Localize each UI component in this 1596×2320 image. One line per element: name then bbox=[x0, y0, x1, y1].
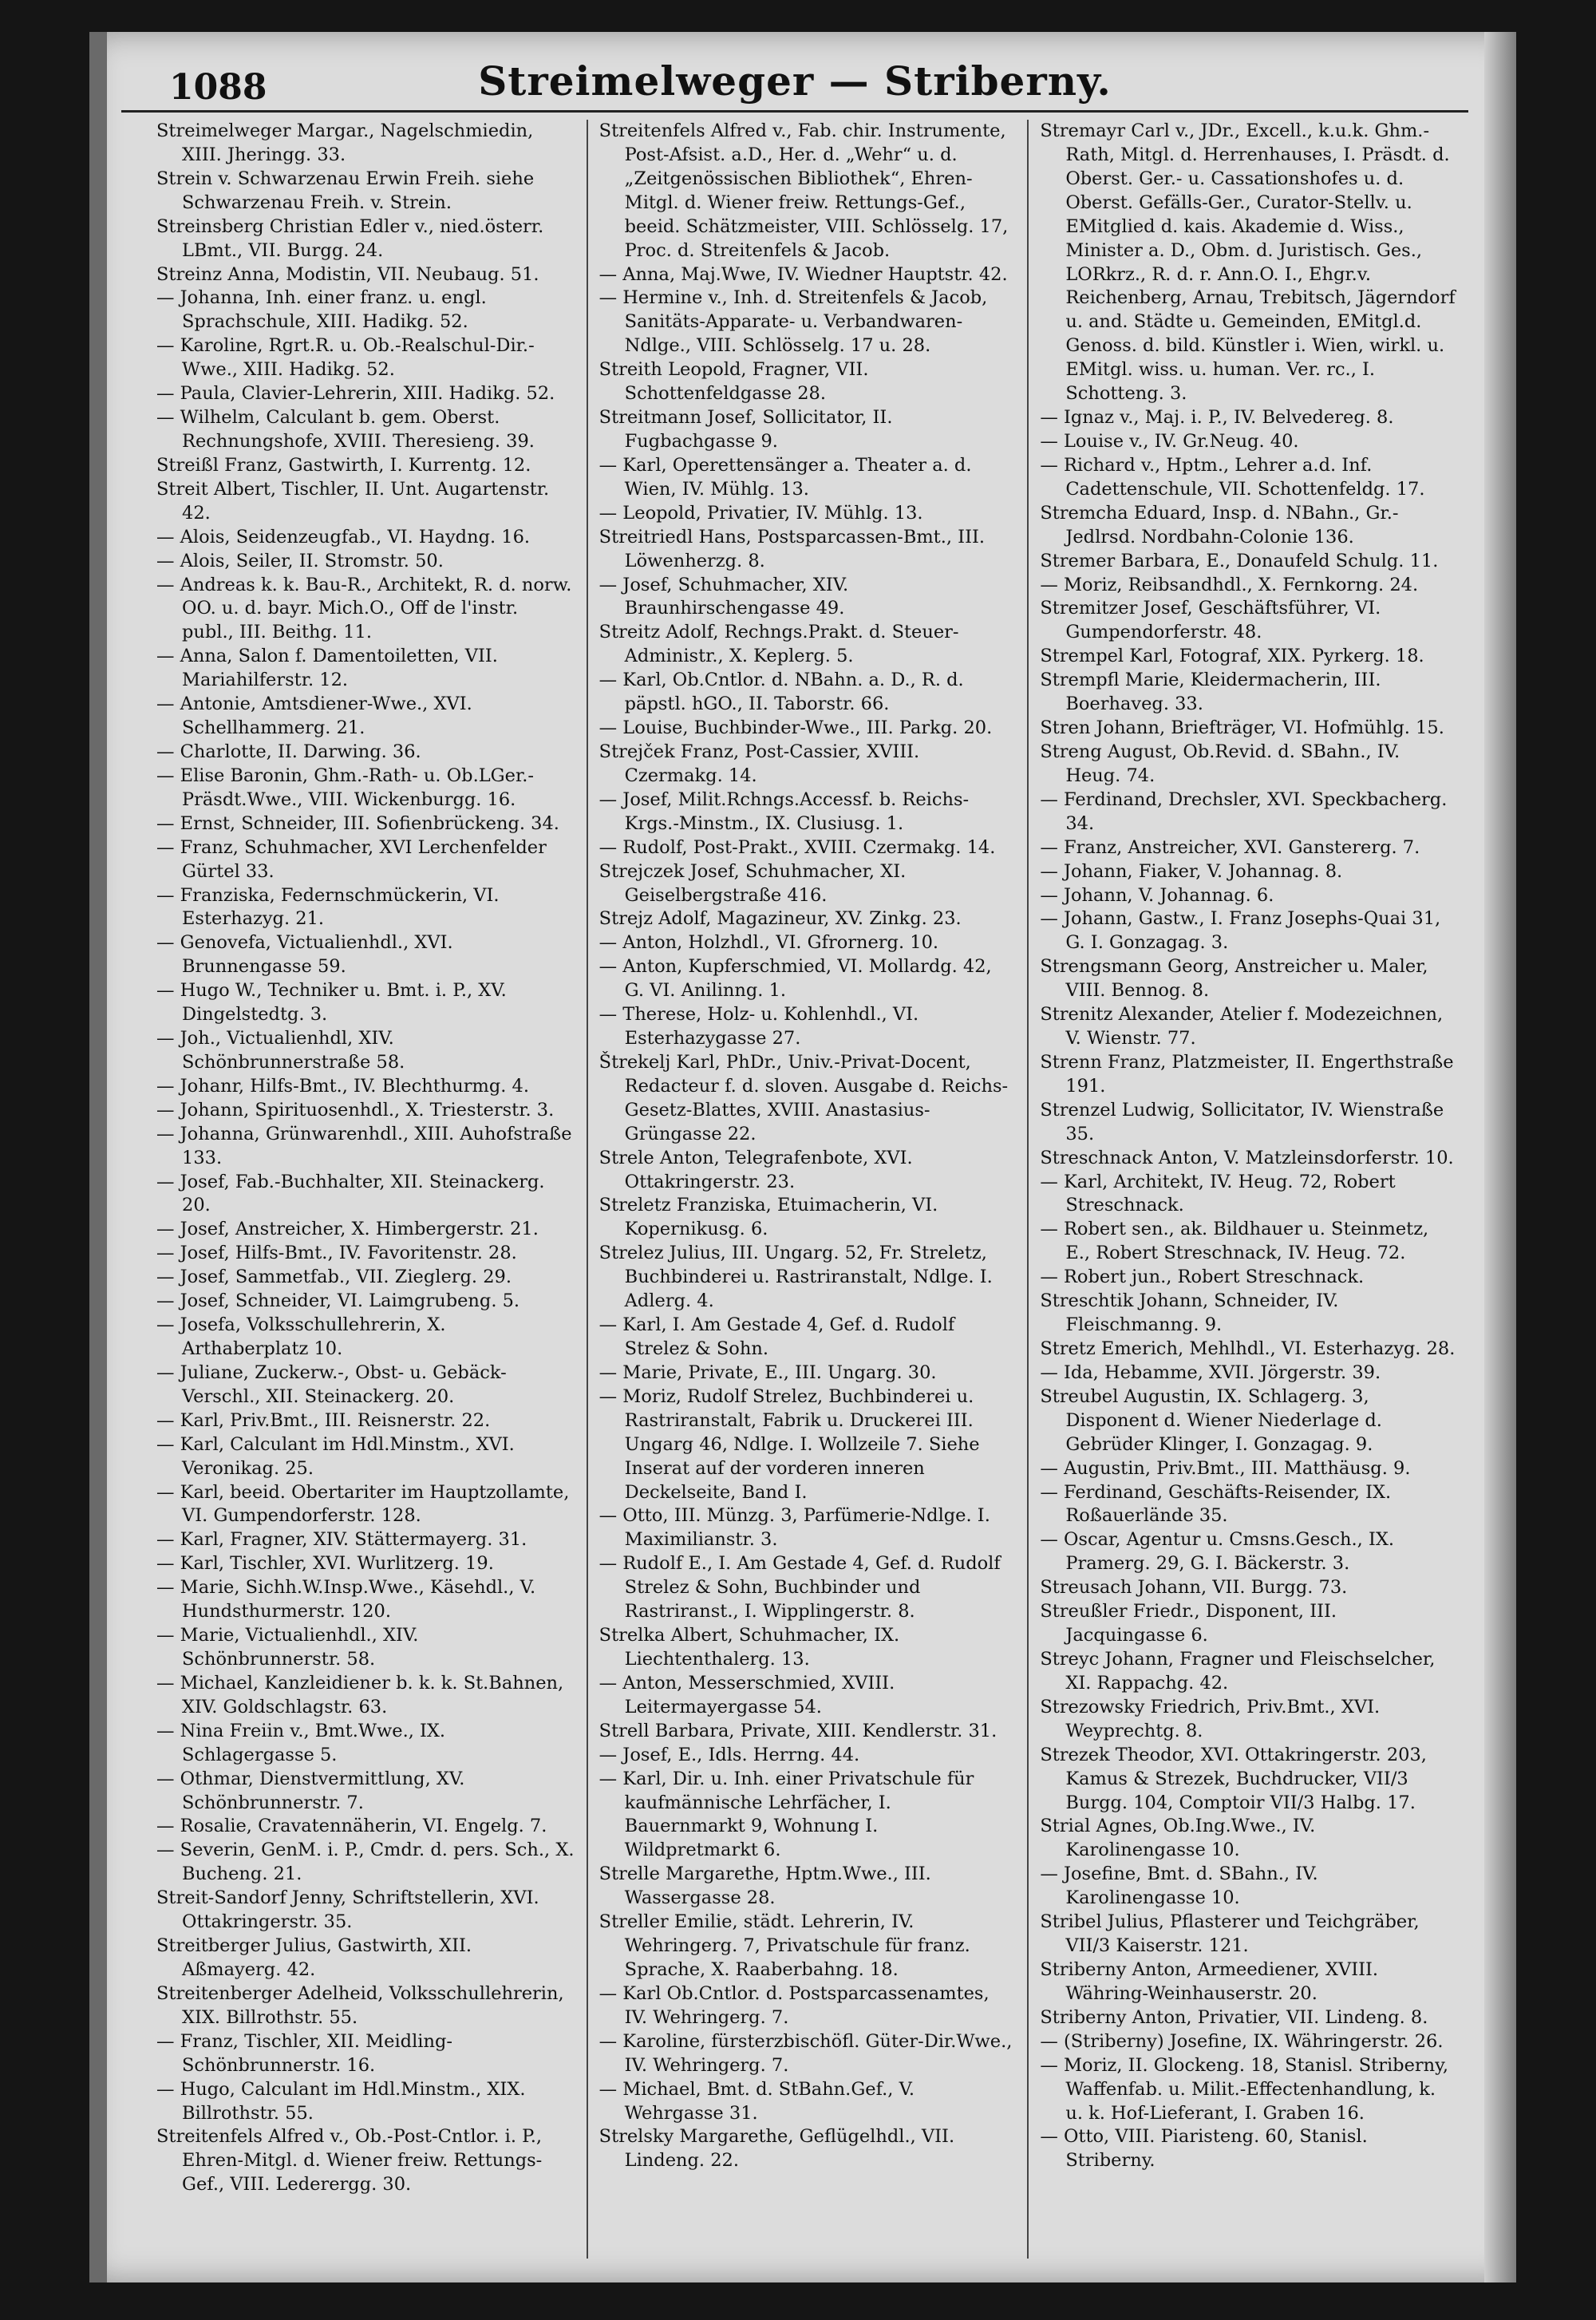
directory-entry: — (Striberny) Josefine, IX. Währingerstr. 26. bbox=[1040, 2030, 1444, 2052]
directory-entry: Streschtik Johann, Schneider, IV. Fleischmanng. 9. bbox=[1040, 1290, 1339, 1336]
directory-entry: Streitenfels Alfred v., Fab. chir. Instrumente, Post-Afsist. a.D., Her. d. „Wehr“ u. d. „Zeitgenössischen Bibliothek“, Ehren-Mitgl. d. Wiener freiw. Rettungs-Gef., beeid. Schätzmeister, VIII. Schlösselg. 17, Proc. d. Streitenfels & Jacob. bbox=[598, 121, 1009, 261]
directory-entry: — Karl, Architekt, IV. Heug. 72, Robert Streschnack. bbox=[1040, 1171, 1396, 1216]
directory-entry: — Johann, V. Johannag. 6. bbox=[1040, 884, 1274, 906]
directory-entry: — Robert sen., ak. Bildhauer u. Steinmetz, E., Robert Streschnack, IV. Heug. 72. bbox=[1040, 1219, 1429, 1264]
directory-entry: — Josef, Schuhmacher, XIV. Braunhirschengasse 49. bbox=[598, 574, 849, 619]
directory-entry: — Alois, Seidenzeugfab., VI. Haydng. 16. bbox=[156, 526, 531, 547]
directory-entry: — Marie, Sichh.W.Insp.Wwe., Käsehdl., V. Hundsthurmerstr. 120. bbox=[156, 1577, 536, 1622]
directory-entry: — Othmar, Dienstvermittlung, XV. Schönbrunnerstr. 7. bbox=[156, 1768, 465, 1813]
directory-entry: — Josefa, Volksschullehrerin, X. Arthaberplatz 10. bbox=[156, 1314, 446, 1360]
column-2 bbox=[587, 120, 1028, 2259]
directory-entry: Strenn Franz, Platzmeister, II. Engerthstraße 191. bbox=[1040, 1051, 1454, 1097]
directory-entry: — Oscar, Agentur u. Cmsns.Gesch., IX. Pramerg. 29, G. I. Bäckerstr. 3. bbox=[1040, 1529, 1394, 1575]
directory-entry: — Ida, Hebamme, XVII. Jörgerstr. 39. bbox=[1040, 1362, 1381, 1383]
directory-entry: Stretz Emerich, Mehlhdl., VI. Esterhazyg. 28. bbox=[1040, 1338, 1456, 1360]
directory-entry: Strejczek Josef, Schuhmacher, XI. Geiselbergstraße 416. bbox=[598, 860, 907, 906]
directory-entry: — Johanr, Hilfs-Bmt., IV. Blechthurmg. 4. bbox=[156, 1075, 529, 1097]
directory-entry: — Anton, Holzhdl., VI. Gfrornerg. 10. bbox=[598, 932, 939, 954]
directory-entry: — Moriz, Rudolf Strelez, Buchbinderei u. Rastriranstalt, Fabrik u. Druckerei III. Ungarg 46, Ndlge. I. Wollzeile 7. Siehe Inserat auf der vorderen inneren Deckelseite, Band I. bbox=[598, 1385, 980, 1503]
directory-entry: — Karoline, Rgrt.R. u. Ob.-Realschul-Dir.-Wwe., XIII. Hadikg. 52. bbox=[156, 335, 535, 381]
directory-entry: Strelsky Margarethe, Geflügelhdl., VII. Lindeng. 22. bbox=[598, 2126, 955, 2172]
directory-entry: Stremitzer Josef, Geschäftsführer, VI. Gumpendorferstr. 48. bbox=[1040, 598, 1381, 643]
page-header bbox=[121, 46, 1468, 113]
directory-entry: — Karl, Operettensänger a. Theater a. d. Wien, IV. Mühlg. 13. bbox=[598, 454, 972, 500]
directory-entry: Streubel Augustin, IX. Schlagerg. 3, Disponent d. Wiener Niederlage d. Gebrüder Klinger, I. Gonzagag. 9. bbox=[1040, 1385, 1382, 1455]
directory-entry: — Hugo, Calculant im Hdl.Minstm., XIX. Billrothstr. 55. bbox=[156, 2078, 526, 2124]
column-3 bbox=[1027, 120, 1468, 2259]
directory-entry: Streller Emilie, städt. Lehrerin, IV. Wehringerg. 7, Privatschule für franz. Sprache, X. Raaberbahng. 18. bbox=[598, 1911, 970, 1980]
directory-entry: — Josef, E., Idls. Herrng. 44. bbox=[598, 1744, 860, 1765]
directory-entry: Stribel Julius, Pflasterer und Teichgräber, VII/3 Kaiserstr. 121. bbox=[1040, 1911, 1420, 1957]
directory-entry: — Genovefa, Victualienhdl., XVI. Brunnengasse 59. bbox=[156, 932, 453, 978]
page-edge bbox=[1484, 32, 1516, 2282]
directory-entry: — Karl, Priv.Bmt., III. Reisnerstr. 22. bbox=[156, 1409, 491, 1431]
directory-entry: — Marie, Private, E., III. Ungarg. 30. bbox=[598, 1362, 937, 1383]
directory-entry: — Josef, Schneider, VI. Laimgrubeng. 5. bbox=[156, 1290, 520, 1312]
directory-entry: — Karl, Tischler, XVI. Wurlitzerg. 19. bbox=[156, 1553, 494, 1575]
directory-entry: — Paula, Clavier-Lehrerin, XIII. Hadikg. 52. bbox=[156, 383, 555, 405]
directory-entry: — Josef, Hilfs-Bmt., IV. Favoritenstr. 28. bbox=[156, 1243, 517, 1264]
directory-entry: Streletz Franziska, Etuimacherin, VI. Kopernikusg. 6. bbox=[598, 1195, 938, 1240]
directory-entry: — Karl, beeid. Obertariter im Hauptzollamte, VI. Gumpendorferstr. 128. bbox=[156, 1481, 570, 1527]
directory-entry: Strial Agnes, Ob.Ing.Wwe., IV. Karolinengasse 10. bbox=[1040, 1816, 1316, 1861]
directory-entry: Štrekelj Karl, PhDr., Univ.-Privat-Docent, Redacteur f. d. sloven. Ausgabe d. Reichs-Gesetz-Blattes, XVIII. Anastasius-Grüngasse 22. bbox=[598, 1051, 1009, 1144]
directory-entry: Streschnack Anton, V. Matzleinsdorferstr. 10. bbox=[1040, 1147, 1454, 1168]
directory-entry: Streitriedl Hans, Postsparcassen-Bmt., III. Löwenherzg. 8. bbox=[598, 526, 985, 571]
directory-entry: — Josefine, Bmt. d. SBahn., IV. Karolinengasse 10. bbox=[1040, 1864, 1318, 1909]
directory-entry: — Johanna, Inh. einer franz. u. engl. Sprachschule, XIII. Hadikg. 52. bbox=[156, 287, 487, 333]
directory-entry: — Nina Freiin v., Bmt.Wwe., IX. Schlagergasse 5. bbox=[156, 1720, 446, 1765]
binding-edge bbox=[89, 32, 107, 2282]
directory-entry: Strenitz Alexander, Atelier f. Modezeichnen, V. Wienstr. 77. bbox=[1040, 1004, 1444, 1049]
directory-columns bbox=[145, 120, 1468, 2259]
directory-entry: — Karl, Dir. u. Inh. einer Privatschule für kaufmännische Lehrfächer, I. Bauernmarkt 9, Wohnung I. Wildpretmarkt 6. bbox=[598, 1768, 974, 1861]
directory-entry: Strele Anton, Telegrafenbote, XVI. Ottakringerstr. 23. bbox=[598, 1147, 913, 1192]
directory-entry: — Johann, Fiaker, V. Johannag. 8. bbox=[1040, 860, 1343, 882]
directory-entry: — Josef, Anstreicher, X. Himbergerstr. 21. bbox=[156, 1219, 539, 1240]
directory-entry: Striberny Anton, Armeediener, XVIII. Währing-Weinhauserstr. 20. bbox=[1040, 1958, 1379, 2004]
directory-entry: — Ignaz v., Maj. i. P., IV. Belvedereg. 8. bbox=[1040, 407, 1394, 429]
directory-entry: — Severin, GenM. i. P., Cmdr. d. pers. Sch., X. Bucheng. 21. bbox=[156, 1840, 575, 1885]
directory-entry: Streinz Anna, Modistin, VII. Neubaug. 51. bbox=[156, 263, 539, 285]
directory-entry: — Johanna, Grünwarenhdl., XIII. Auhofstraße 133. bbox=[156, 1123, 572, 1168]
directory-entry: — Rudolf E., I. Am Gestade 4, Gef. d. Rudolf Strelez & Sohn, Buchbinder und Rastriranst., I. Wipplingerstr. 8. bbox=[598, 1553, 1001, 1622]
directory-entry: — Michael, Bmt. d. StBahn.Gef., V. Wehrgasse 31. bbox=[598, 2078, 915, 2124]
directory-entry: — Hermine v., Inh. d. Streitenfels & Jacob, Sanitäts-Apparate- u. Verbandwaren-Ndlge., VIII. Schlösselg. 17 u. 28. bbox=[598, 287, 988, 357]
directory-entry: — Louise, Buchbinder-Wwe., III. Parkg. 20. bbox=[598, 717, 993, 739]
directory-entry: — Otto, III. Münzg. 3, Parfümerie-Ndlge. I. Maximilianstr. 3. bbox=[598, 1505, 990, 1551]
directory-entry: — Josef, Fab.-Buchhalter, XII. Steinackerg. 20. bbox=[156, 1171, 545, 1216]
directory-entry: Streyc Johann, Fragner und Fleischselcher, XI. Rappachg. 42. bbox=[1040, 1649, 1436, 1694]
directory-entry: — Louise v., IV. Gr.Neug. 40. bbox=[1040, 430, 1299, 452]
running-title: Streimelweger — Striberny. bbox=[478, 57, 1112, 105]
directory-entry: — Juliane, Zuckerw.-, Obst- u. Gebäck-Verschl., XII. Steinackerg. 20. bbox=[156, 1362, 507, 1407]
directory-entry: — Otto, VIII. Piaristeng. 60, Stanisl. Striberny. bbox=[1040, 2126, 1368, 2172]
directory-entry: Strengsmann Georg, Anstreicher u. Maler, VIII. Bennog. 8. bbox=[1040, 956, 1428, 1002]
directory-entry: Streitz Adolf, Rechngs.Prakt. d. Steuer-Administr., X. Keplerg. 5. bbox=[598, 622, 959, 667]
directory-entry: — Karl Ob.Cntlor. d. Postsparcassenamtes, IV. Wehringerg. 7. bbox=[598, 1982, 990, 2028]
directory-entry: — Karl, Calculant im Hdl.Minstm., XVI. Veronikag. 25. bbox=[156, 1433, 515, 1479]
directory-entry: — Moriz, II. Glockeng. 18, Stanisl. Striberny, Waffenfab. u. Milit.-Effectenhandlung, k. u. k. Hof-Lieferant, I. Graben 16. bbox=[1040, 2054, 1449, 2124]
directory-entry: Streimelweger Margar., Nagelschmiedin, XIII. Jheringg. 33. bbox=[156, 121, 534, 165]
directory-entry: — Hugo W., Techniker u. Bmt. i. P., XV. Dingelstedtg. 3. bbox=[156, 980, 507, 1026]
directory-entry: Strempel Karl, Fotograf, XIX. Pyrkerg. 18. bbox=[1040, 646, 1424, 667]
directory-entry: — Elise Baronin, Ghm.-Rath- u. Ob.LGer.-Präsdt.Wwe., VIII. Wickenburgg. 16. bbox=[156, 765, 534, 810]
directory-entry: Strejček Franz, Post-Cassier, XVIII. Czermakg. 14. bbox=[598, 741, 920, 786]
directory-entry: — Franziska, Federnschmückerin, VI. Esterhazyg. 21. bbox=[156, 884, 500, 930]
directory-entry: — Ferdinand, Geschäfts-Reisender, IX. Roßauerlände 35. bbox=[1040, 1481, 1392, 1527]
directory-entry: Streng August, Ob.Revid. d. SBahn., IV. Heug. 74. bbox=[1040, 741, 1400, 786]
directory-entry: — Franz, Anstreicher, XVI. Ganstererg. 7. bbox=[1040, 836, 1420, 858]
directory-entry: — Antonie, Amtsdiener-Wwe., XVI. Schellhammerg. 21. bbox=[156, 694, 472, 739]
directory-entry: — Joh., Victualienhdl, XIV. Schönbrunnerstraße 58. bbox=[156, 1028, 405, 1073]
directory-entry: Streinsberg Christian Edler v., nied.österr. LBmt., VII. Burgg. 24. bbox=[156, 215, 544, 261]
directory-entry: Streißl Franz, Gastwirth, I. Kurrentg. 12. bbox=[156, 454, 531, 476]
directory-entry: — Josef, Sammetfab., VII. Zieglerg. 29. bbox=[156, 1267, 512, 1288]
directory-entry: — Anna, Maj.Wwe, IV. Wiedner Hauptstr. 42. bbox=[598, 263, 1008, 285]
directory-entry: — Moriz, Reibsandhdl., X. Fernkorng. 24. bbox=[1040, 574, 1419, 595]
directory-entry: — Franz, Schuhmacher, XVI Lerchenfelder Gürtel 33. bbox=[156, 836, 547, 882]
directory-entry: Strempfl Marie, Kleidermacherin, III. Boerhaveg. 33. bbox=[1040, 670, 1381, 715]
directory-entry: Strezowsky Friedrich, Priv.Bmt., XVI. Weyprechtg. 8. bbox=[1040, 1696, 1381, 1741]
directory-entry: Striberny Anton, Privatier, VII. Lindeng. 8. bbox=[1040, 2006, 1428, 2028]
directory-entry: Streitmann Josef, Sollicitator, II. Fugbachgasse 9. bbox=[598, 407, 893, 452]
directory-entry: Streith Leopold, Fragner, VII. Schottenfeldgasse 28. bbox=[598, 359, 869, 405]
directory-entry: Stremcha Eduard, Insp. d. NBahn., Gr.-Jedlrsd. Nordbahn-Colonie 136. bbox=[1040, 502, 1399, 547]
directory-entry: — Ernst, Schneider, III. Sofienbrückeng. 34. bbox=[156, 812, 559, 834]
directory-entry: — Franz, Tischler, XII. Meidling-Schönbrunnerstr. 16. bbox=[156, 2030, 452, 2076]
directory-entry: — Karl, I. Am Gestade 4, Gef. d. Rudolf Strelez & Sohn. bbox=[598, 1314, 955, 1360]
directory-entry: — Anton, Kupferschmied, VI. Mollardg. 42, G. VI. Anilinng. 1. bbox=[598, 956, 992, 1002]
page-number: 1088 bbox=[169, 67, 267, 108]
directory-entry: — Karoline, fürsterzbischöfl. Güter-Dir.Wwe., IV. Wehringerg. 7. bbox=[598, 2030, 1013, 2076]
directory-entry: — Michael, Kanzleidiener b. k. k. St.Bahnen, XIV. Goldschlagstr. 63. bbox=[156, 1672, 564, 1717]
directory-entry: Stremayr Carl v., JDr., Excell., k.u.k. Ghm.-Rath, Mitgl. d. Herrenhauses, I. Präsdt. d. Oberst. Ger.- u. Cassationshofes u. d. Oberst. Gefälls-Ger., Curator-Stellv. u. EMitglied d. kais. Akademie d. Wiss., Minister a. D., Obm. d. Juristisch. Ges., LORkrz., R. d. r. Ann.O. I., Ehgr.v. Reichenberg, Arnau, Trebitsch, Jägerndorf u. and. Städte u. Gemeinden, EMitgl.d. Genoss. d. bild. Künstler i. Wien, wirkl. u. EMitgl. wiss. u. human. Ver. rc., I. Schotteng. 3. bbox=[1040, 121, 1456, 405]
directory-entry: Streitenberger Adelheid, Volksschullehrerin, XIX. Billrothstr. 55. bbox=[156, 1982, 564, 2028]
directory-entry: — Anna, Salon f. Damentoiletten, VII. Mariahilferstr. 12. bbox=[156, 646, 498, 691]
directory-entry: Streußler Friedr., Disponent, III. Jacquingasse 6. bbox=[1040, 1601, 1337, 1646]
directory-entry: Strell Barbara, Private, XIII. Kendlerstr. 31. bbox=[598, 1720, 998, 1741]
directory-entry: Stren Johann, Briefträger, VI. Hofmühlg. 15. bbox=[1040, 717, 1444, 739]
directory-entry: — Charlotte, II. Darwing. 36. bbox=[156, 741, 421, 762]
directory-entry: — Karl, Fragner, XIV. Stättermayerg. 31. bbox=[156, 1529, 527, 1551]
directory-entry: — Rudolf, Post-Prakt., XVIII. Czermakg. 14. bbox=[598, 836, 996, 858]
directory-entry: Strein v. Schwarzenau Erwin Freih. siehe Schwarzenau Freih. v. Strein. bbox=[156, 168, 535, 213]
directory-entry: — Richard v., Hptm., Lehrer a.d. Inf. Cadettenschule, VII. Schottenfeldg. 17. bbox=[1040, 454, 1425, 500]
directory-entry: Strelez Julius, III. Ungarg. 52, Fr. Streletz, Buchbinderei u. Rastriranstalt, Ndlge. I. Adlerg. 4. bbox=[598, 1243, 993, 1312]
directory-entry: — Josef, Milit.Rchngs.Accessf. b. Reichs-Krgs.-Minstm., IX. Clusiusg. 1. bbox=[598, 788, 970, 834]
directory-entry: — Johann, Gastw., I. Franz Josephs-Quai 31, G. I. Gonzagag. 3. bbox=[1040, 908, 1441, 954]
directory-entry: Streusach Johann, VII. Burgg. 73. bbox=[1040, 1577, 1348, 1599]
directory-entry: — Leopold, Privatier, IV. Mühlg. 13. bbox=[598, 502, 923, 524]
directory-entry: Streit-Sandorf Jenny, Schriftstellerin, XVI. Ottakringerstr. 35. bbox=[156, 1887, 539, 1933]
directory-entry: — Augustin, Priv.Bmt., III. Matthäusg. 9. bbox=[1040, 1457, 1411, 1479]
directory-entry: — Wilhelm, Calculant b. gem. Oberst. Rechnungshofe, XVIII. Theresieng. 39. bbox=[156, 407, 535, 452]
column-1 bbox=[145, 120, 587, 2259]
directory-entry: — Andreas k. k. Bau-R., Architekt, R. d. norw. OO. u. d. bayr. Mich.O., Off de l'instr. publ., III. Beithg. 11. bbox=[156, 574, 572, 643]
directory-page bbox=[89, 32, 1516, 2282]
directory-entry: — Marie, Victualienhdl., XIV. Schönbrunnerstr. 58. bbox=[156, 1625, 419, 1670]
directory-entry: Streitberger Julius, Gastwirth, XII. Aßmayerg. 42. bbox=[156, 1935, 472, 1980]
directory-entry: Streit Albert, Tischler, II. Unt. Augartenstr. 42. bbox=[156, 478, 550, 524]
directory-entry: Strezek Theodor, XVI. Ottakringerstr. 203, Kamus & Strezek, Buchdrucker, VII/3 Burgg. 104, Comptoir VII/3 Halbg. 17. bbox=[1040, 1744, 1427, 1813]
directory-entry: — Karl, Ob.Cntlor. d. NBahn. a. D., R. d. päpstl. hGO., II. Taborstr. 66. bbox=[598, 670, 964, 715]
directory-entry: Strelle Margarethe, Hptm.Wwe., III. Wassergasse 28. bbox=[598, 1864, 931, 1909]
directory-entry: — Alois, Seiler, II. Stromstr. 50. bbox=[156, 550, 444, 571]
directory-entry: Strenzel Ludwig, Sollicitator, IV. Wienstraße 35. bbox=[1040, 1099, 1444, 1144]
directory-entry: Strelka Albert, Schuhmacher, IX. Liechtenthalerg. 13. bbox=[598, 1625, 900, 1670]
directory-entry: Stremer Barbara, E., Donaufeld Schulg. 11. bbox=[1040, 550, 1439, 571]
directory-entry: — Johann, Spirituosenhdl., X. Triesterstr. 3. bbox=[156, 1099, 555, 1120]
directory-entry: — Robert jun., Robert Streschnack. bbox=[1040, 1267, 1365, 1288]
directory-entry: — Therese, Holz- u. Kohlenhdl., VI. Esterhazygasse 27. bbox=[598, 1004, 919, 1049]
directory-entry: Streitenfels Alfred v., Ob.-Post-Cntlor. i. P., Ehren-Mitgl. d. Wiener freiw. Rettungs-Gef., VIII. Lederergg. 30. bbox=[156, 2126, 543, 2196]
directory-entry: — Ferdinand, Drechsler, XVI. Speckbacherg. 34. bbox=[1040, 788, 1448, 834]
directory-entry: — Anton, Messerschmied, XVIII. Leitermayergasse 54. bbox=[598, 1672, 895, 1717]
directory-entry: Strejz Adolf, Magazineur, XV. Zinkg. 23. bbox=[598, 908, 962, 930]
directory-entry: — Rosalie, Cravatennäherin, VI. Engelg. 7. bbox=[156, 1816, 547, 1837]
